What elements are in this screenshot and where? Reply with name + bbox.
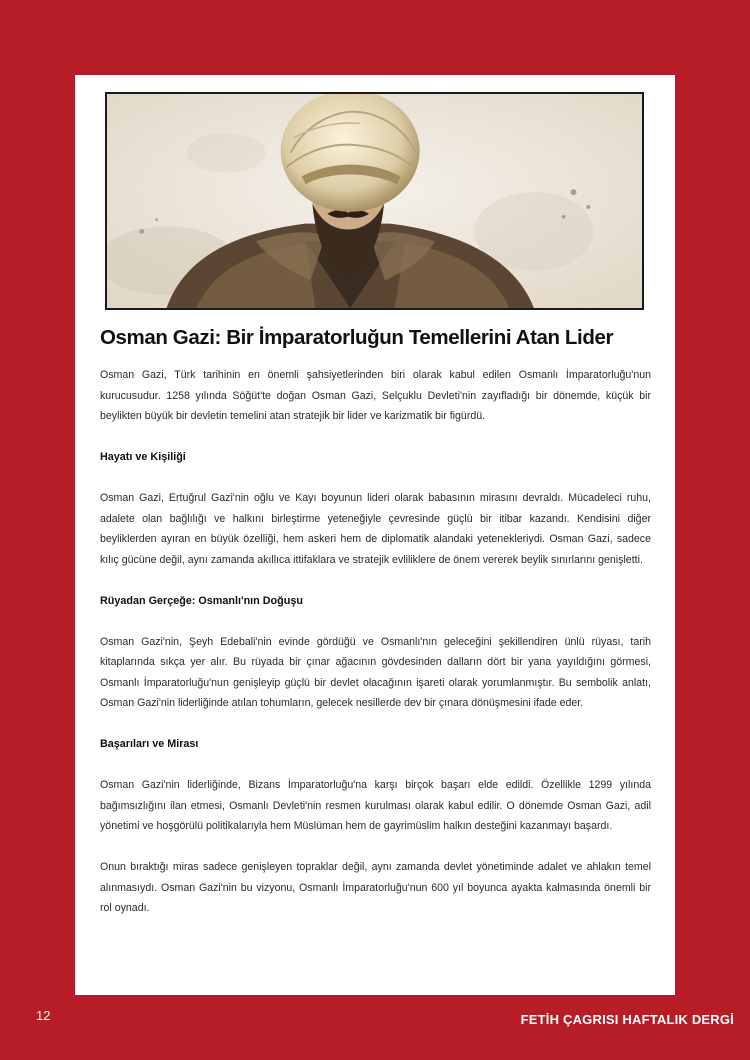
section-paragraph: Osman Gazi'nin liderliğinde, Bizans İmparatorluğu'na karşı birçok başarı elde edildi. Özellikle 1299 yılında bağımsızlığını ilan etmesi, Osmanlı Devleti'nin resmen kurulması olarak kabul edilir. O dönemde Osman Gazi, adil yönetimi ve hoşgörülü politikalarıyla hem Müslüman hem de gayrimüslim halkın desteğini kazanmayı başardı. bbox=[100, 779, 651, 832]
article-body bbox=[100, 365, 651, 919]
section-paragraph: Osman Gazi, Ertuğrul Gazi'nin oğlu ve Kayı boyunun lideri olarak babasının mirasını devraldı. Mücadeleci ruhu, adalete olan bağlılığı ve halkını birleştirme yeteneğiyle çevresinde güçlü bir itibar kazandı. Kendisini diğer beyliklerden ayıran en büyük özelliği, hem askeri hem de diplomatik alandaki yetenekleriydi. Osman Gazi, sadece kılıç gücüne değil, aynı zamanda akıllıca ittifaklara ve stratejik evliliklere de önem vererek beylik sınırlarını genişletti. bbox=[100, 492, 651, 566]
section-heading-ruyadan: Rüyadan Gerçeğe: Osmanlı'nın Doğuşu bbox=[100, 594, 303, 607]
section-paragraph: Onun bıraktığı miras sadece genişleyen topraklar değil, aynı zamanda devlet yönetiminde adalet ve ahlakın temel alınmasıydı. Osman Gazi'nin bu vizyonu, Osmanlı İmparatorluğu'nun 600 yıl boyunca ayakta kalmasında önemli bir rol oynadı. bbox=[100, 861, 651, 914]
section-paragraph: Osman Gazi'nin, Şeyh Edebali'nin evinde gördüğü ve Osmanlı'nın geleceğini şekillendiren ünlü rüyası, tarih kitaplarında sıkça yer alır. Bu rüyada bir çınar ağacının gövdesinden dalların dört bir yana yayıldığını görmesi, Osmanlı İmparatorluğu'nun genişleyip güçlü bir devlet olacağının işareti olarak yorumlanmıştır. Bu sembolik anlatı, Osman Gazi'nin liderliğinde atılan tohumların, gelecek nesillerde dev bir çınara dönüşmesini ifade eder. bbox=[100, 635, 651, 709]
section-heading-basarilari: Başarıları ve Mirası bbox=[100, 738, 199, 750]
article-page bbox=[75, 75, 675, 995]
portrait-image bbox=[105, 92, 644, 310]
portrait-illustration-icon bbox=[107, 94, 642, 308]
article-title: Osman Gazi: Bir İmparatorluğun Temellerini Atan Lider bbox=[100, 326, 614, 349]
intro-paragraph: Osman Gazi, Türk tarihinin en önemli şahsiyetlerinden biri olarak kabul edilen Osmanlı İmparatorluğu'nun kurucusudur. 1258 yılında Söğüt'te doğan Osman Gazi, Selçuklu Devleti'nin zayıfladığı bir dönemde, küçük bir beylikten büyük bir devletin temelini atan stratejik bir lider ve karizmatik bir figürdü. bbox=[100, 369, 651, 422]
page-number: 12 bbox=[36, 1008, 51, 1023]
magazine-name: FETİH ÇAGRISI HAFTALIK DERGİ bbox=[520, 1012, 734, 1027]
section-heading-hayati: Hayatı ve Kişiliği bbox=[100, 451, 186, 463]
